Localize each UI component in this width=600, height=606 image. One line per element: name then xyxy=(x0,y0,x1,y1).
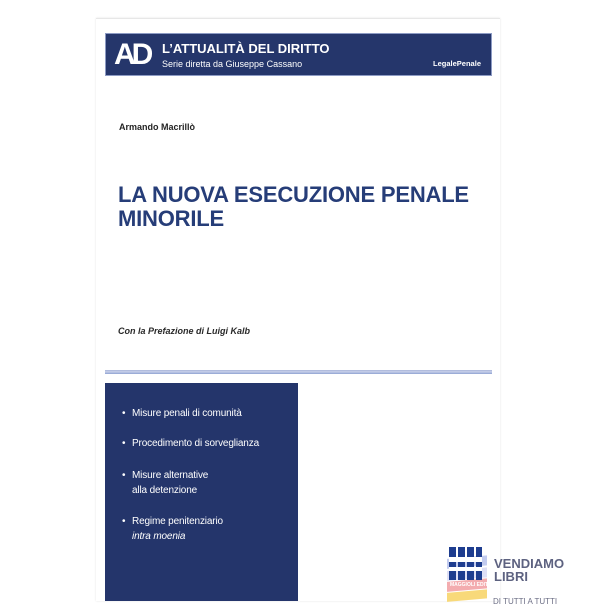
topic-text-italic: intra moenia xyxy=(132,531,186,542)
topic-item xyxy=(122,468,259,498)
watermark-line-1: VENDIAMO xyxy=(494,556,565,571)
topic-text: • Procedimento di sorveglianza xyxy=(132,438,259,449)
vendiamo-libri-tagline: DI TUTTI A TUTTI xyxy=(493,597,558,606)
series-title: L’ATTUALITÀ DEL DIRITTO xyxy=(162,41,330,56)
book-title-line-1: LA NUOVA ESECUZIONE PENALE xyxy=(118,182,469,207)
publisher-logo-bar xyxy=(467,547,474,580)
topic-item xyxy=(122,436,259,451)
watermark-line-2: LIBRI xyxy=(494,569,528,584)
vendiamo-libri-watermark-text xyxy=(494,557,564,583)
publisher-logo-bar xyxy=(449,547,456,580)
book-cover xyxy=(96,18,565,606)
section-divider xyxy=(105,370,492,374)
maggioli-publisher-logo xyxy=(449,547,499,588)
topic-text-continued: alla detenzione xyxy=(132,485,198,496)
topic-item xyxy=(122,514,259,544)
imprint-label: LegalePenale xyxy=(433,59,481,68)
topic-text: • Misure alternative xyxy=(132,470,209,481)
publisher-logo-bar xyxy=(476,547,482,580)
series-logo: AD xyxy=(114,38,150,71)
topics-panel xyxy=(105,383,298,601)
publisher-logo-cross xyxy=(449,567,482,571)
book-title-line-2: MINORILE xyxy=(118,206,224,231)
topic-text: • Misure penali di comunità xyxy=(132,408,242,419)
publisher-name: MAGGIOLI EDITORE xyxy=(450,582,499,588)
topic-text: • Regime penitenziario xyxy=(132,516,223,527)
topics-list xyxy=(122,406,259,559)
topic-item xyxy=(122,406,259,421)
publisher-logo-bar xyxy=(458,547,465,580)
series-subtitle: Serie diretta da Giuseppe Cassano xyxy=(162,59,303,69)
author-name: Armando Macrillò xyxy=(119,122,196,132)
series-header xyxy=(105,33,492,76)
publisher-logo-cross xyxy=(449,557,482,562)
preface-credit: Con la Prefazione di Luigi Kalb xyxy=(118,326,251,336)
book-title xyxy=(118,183,488,231)
